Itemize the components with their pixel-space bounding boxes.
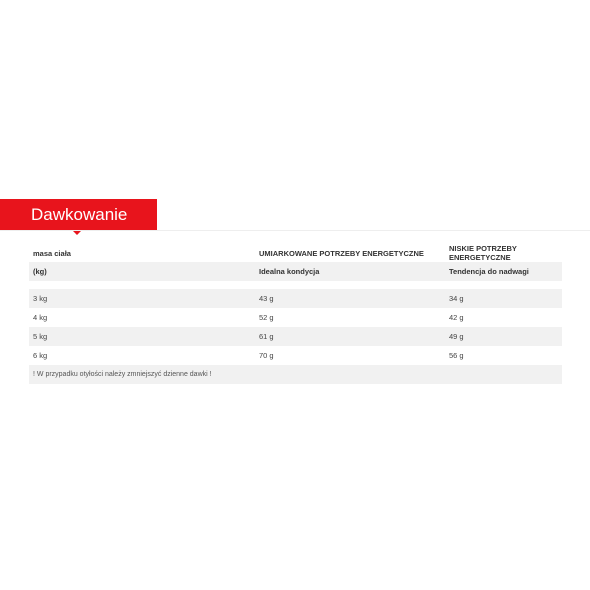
cell-low: 34 g (445, 289, 562, 308)
cell-moderate: 52 g (259, 313, 274, 322)
table-row (29, 308, 562, 327)
dosage-table (29, 244, 562, 384)
cell-low: 56 g (449, 351, 464, 360)
table-row (29, 289, 562, 308)
cell-moderate: 61 g (255, 327, 445, 346)
cell-moderate: 70 g (259, 351, 274, 360)
table-note-row (29, 365, 562, 384)
subheader-unit: (kg) (29, 262, 255, 281)
table-subheader-row (29, 262, 562, 281)
table-row (29, 346, 562, 365)
cell-weight: 5 kg (29, 327, 255, 346)
cell-weight: 4 kg (33, 313, 48, 322)
cell-low: 42 g (449, 313, 464, 322)
cell-weight: 6 kg (33, 351, 48, 360)
section-tab (0, 199, 157, 230)
cell-low: 49 g (445, 327, 562, 346)
table-note: ! W przypadku otyłości należy zmniejszyć dzienne dawki ! (29, 365, 562, 384)
header-weight: masa ciała (33, 248, 71, 258)
subheader-overweight: Tendencja do nadwagi (445, 262, 562, 281)
table-header-row (29, 244, 562, 262)
header-low-needs: NISKIE POTRZEBY ENERGETYCZNE (449, 244, 517, 262)
table-spacer (29, 281, 562, 289)
cell-weight: 3 kg (29, 289, 255, 308)
tab-underline (0, 230, 590, 231)
header-moderate-needs: UMIARKOWANE POTRZEBY ENERGETYCZNE (259, 248, 424, 258)
section-title: Dawkowanie (31, 205, 128, 224)
subheader-ideal: Idealna kondycja (255, 262, 445, 281)
table-row (29, 327, 562, 346)
cell-moderate: 43 g (255, 289, 445, 308)
